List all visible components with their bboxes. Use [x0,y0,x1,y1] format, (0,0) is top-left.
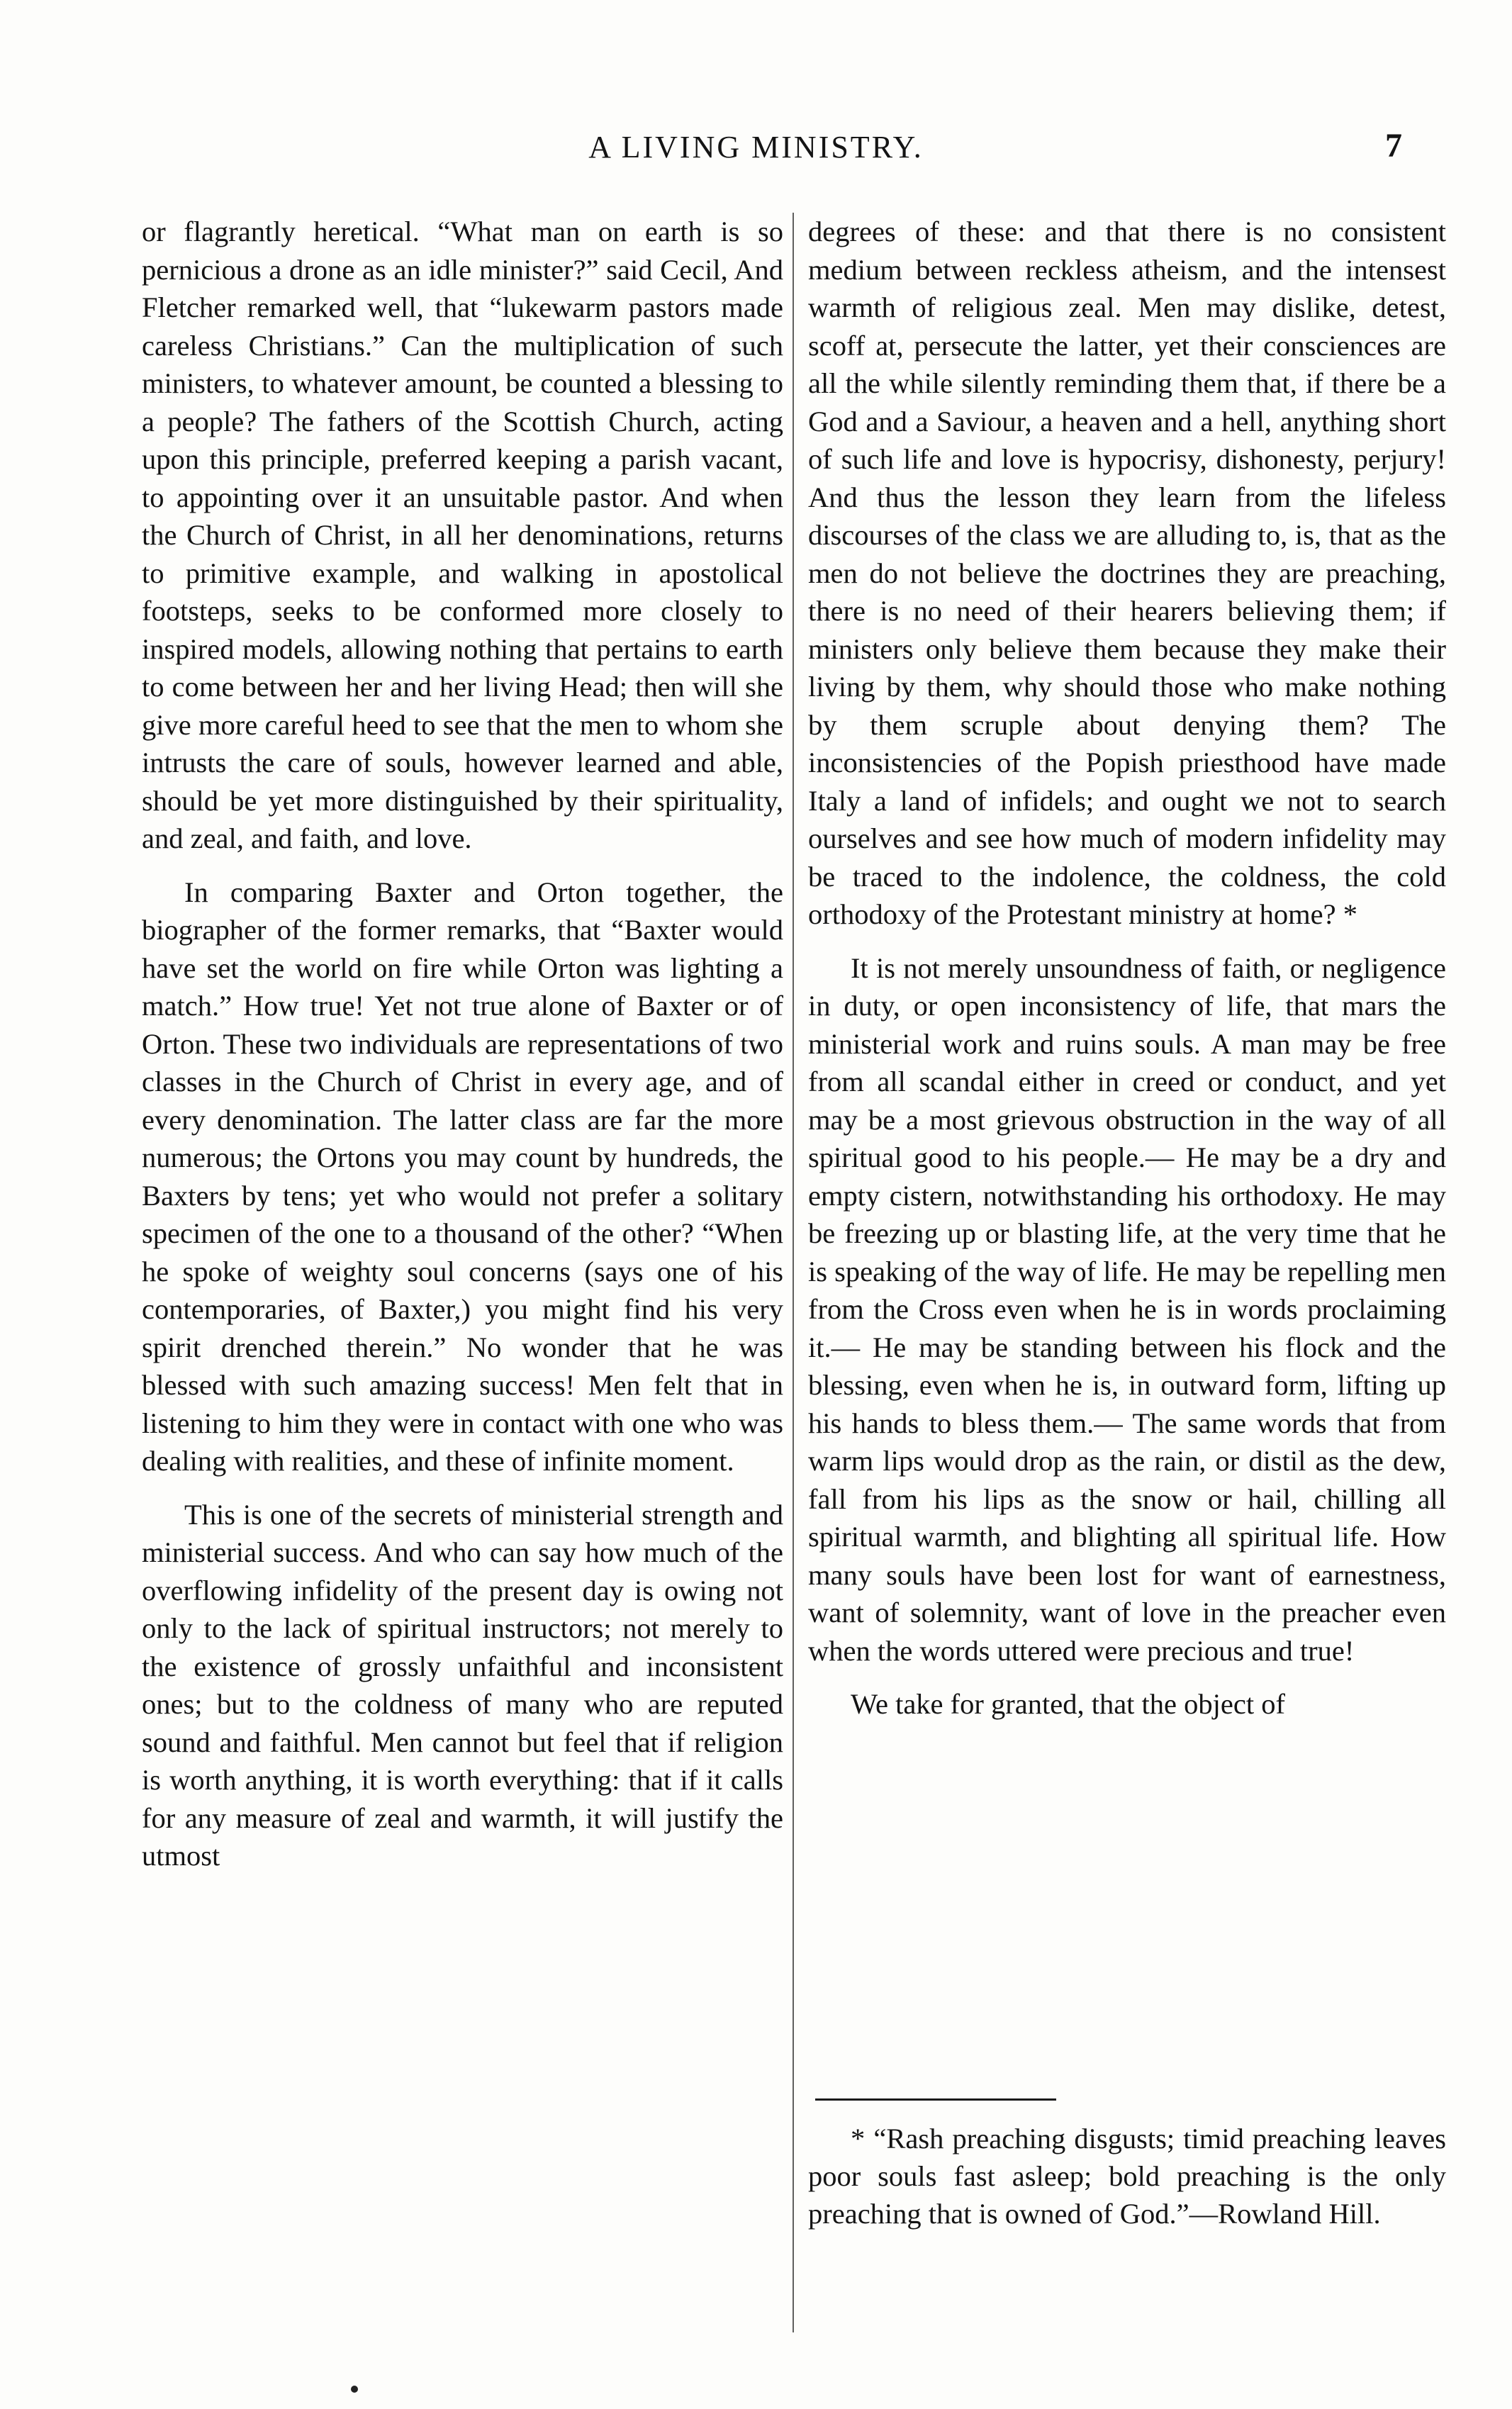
paragraph: It is not merely unsoundness of faith, or negligence in duty, or open inconsistency of life, that mars the ministerial work and ruins souls. A man may be free from all scandal either in creed or conduct, and yet may be a most grievous obstruction in the way of all spiritual good to his people.— He may be a dry and empty cistern, notwithstanding his orthodoxy. He may be freezing up or blasting life, at the very time that he is speaking of the way of life. He may be repelling men from the Cross even when he is in words proclaiming it.— He may be standing between his flock and the blessing, even when he is, in outward form, lifting up his hands to bless them.— The same words that from warm lips would drop as the rain, or distil as the dew, fall from his lips as the snow or hail, chilling all spiritual warmth, and blighting all spiritual life. How many souls have been lost for want of earnestness, want of solemnity, want of love in the preacher even when the words uttered were precious and true! [808,951,1446,1667]
ink-dot [351,2386,358,2393]
running-header-title: A LIVING MINISTRY. [588,130,924,164]
left-column [142,213,783,1875]
footnote-text: * “Rash preaching disgusts; timid preaching leaves poor souls fast asleep; bold preaching is the only preaching that is owned of God.”—Rowland Hill. [808,2123,1446,2230]
paragraph: We take for granted, that the object of [851,1688,1285,1720]
paragraph: or flagrantly heretical. “What man on earth is so pernicious a drone as an idle minister?” said Cecil, And Fletcher remarked well, that “lukewarm pastors made careless Christians.” Can the multiplication of such ministers, to whatever amount, be counted a blessing to a people? The fathers of the Scottish Church, acting upon this principle, preferred keeping a parish vacant, to appointing over it an unsuitable pastor. And when the Church of Christ, in all her denominations, returns to primitive example, and walking in apostolical footsteps, seeks to be conformed more closely to inspired models, allowing nothing that pertains to earth to come between her and her living Head; then will she give more careful heed to see that the men to whom she intrusts the care of souls, however learned and able, should be yet more distinguished by their spirituality, and zeal, and faith, and love. [142,216,783,854]
page-number: 7 [1385,127,1402,164]
footnote [808,2120,1446,2232]
right-column [808,213,1446,1723]
footnote-divider [815,2098,1056,2101]
paragraph: This is one of the secrets of ministerial strength and ministerial success. And who can say how much of the overflowing infidelity of the present day is owing not only to the lack of spiritual instructors; not merely to the existence of grossly unfaithful and inconsistent ones; but to the coldness of many who are reputed sound and faithful. Men cannot but feel that if religion is worth anything, it is worth everything: that if it calls for any measure of zeal and warmth, it will justify the utmost [142,1498,783,1872]
paragraph: degrees of these: and that there is no consistent medium between reckless atheism, and the intensest warmth of religious zeal. Men may dislike, detest, scoff at, persecute the latter, yet their consciences are all the while silently reminding them that, if there be a God and a Saviour, a heaven and a hell, anything short of such life and love is hypocrisy, dishonesty, perjury! And thus the lesson they learn from the lifeless discourses of the class we are alluding to, is, that as the men do not believe the doctrines they are preaching, there is no need of their hearers believing them; if ministers only believe them because they make their living by them, why should those who make nothing by them scruple about denying them? The inconsistencies of the Popish priesthood have made Italy a land of infidels; and ought we not to search ourselves and see how much of modern infidelity may be traced to the indolence, the coldness, the cold orthodoxy of the Protestant ministry at home? * [808,216,1446,930]
column-divider [793,213,794,2332]
paragraph: In comparing Baxter and Orton together, the biographer of the former remarks, that “Baxter would have set the world on fire while Orton was lighting a match.” How true! Yet not true alone of Baxter or of Orton. These two individuals are representations of two classes in the Church of Christ in every age, and of every denomination. The latter class are far the more numerous; the Ortons you may count by hundreds, the Baxters by tens; yet who would not prefer a solitary specimen of the one to a thousand of the other? “When he spoke of weighty soul concerns (says one of his contemporaries, of Baxter,) you might find his very spirit drenched therein.” No wonder that he was blessed with such amazing success! Men felt that in listening to him they were in contact with one who was dealing with realities, and these of infinite moment. [142,876,783,1477]
